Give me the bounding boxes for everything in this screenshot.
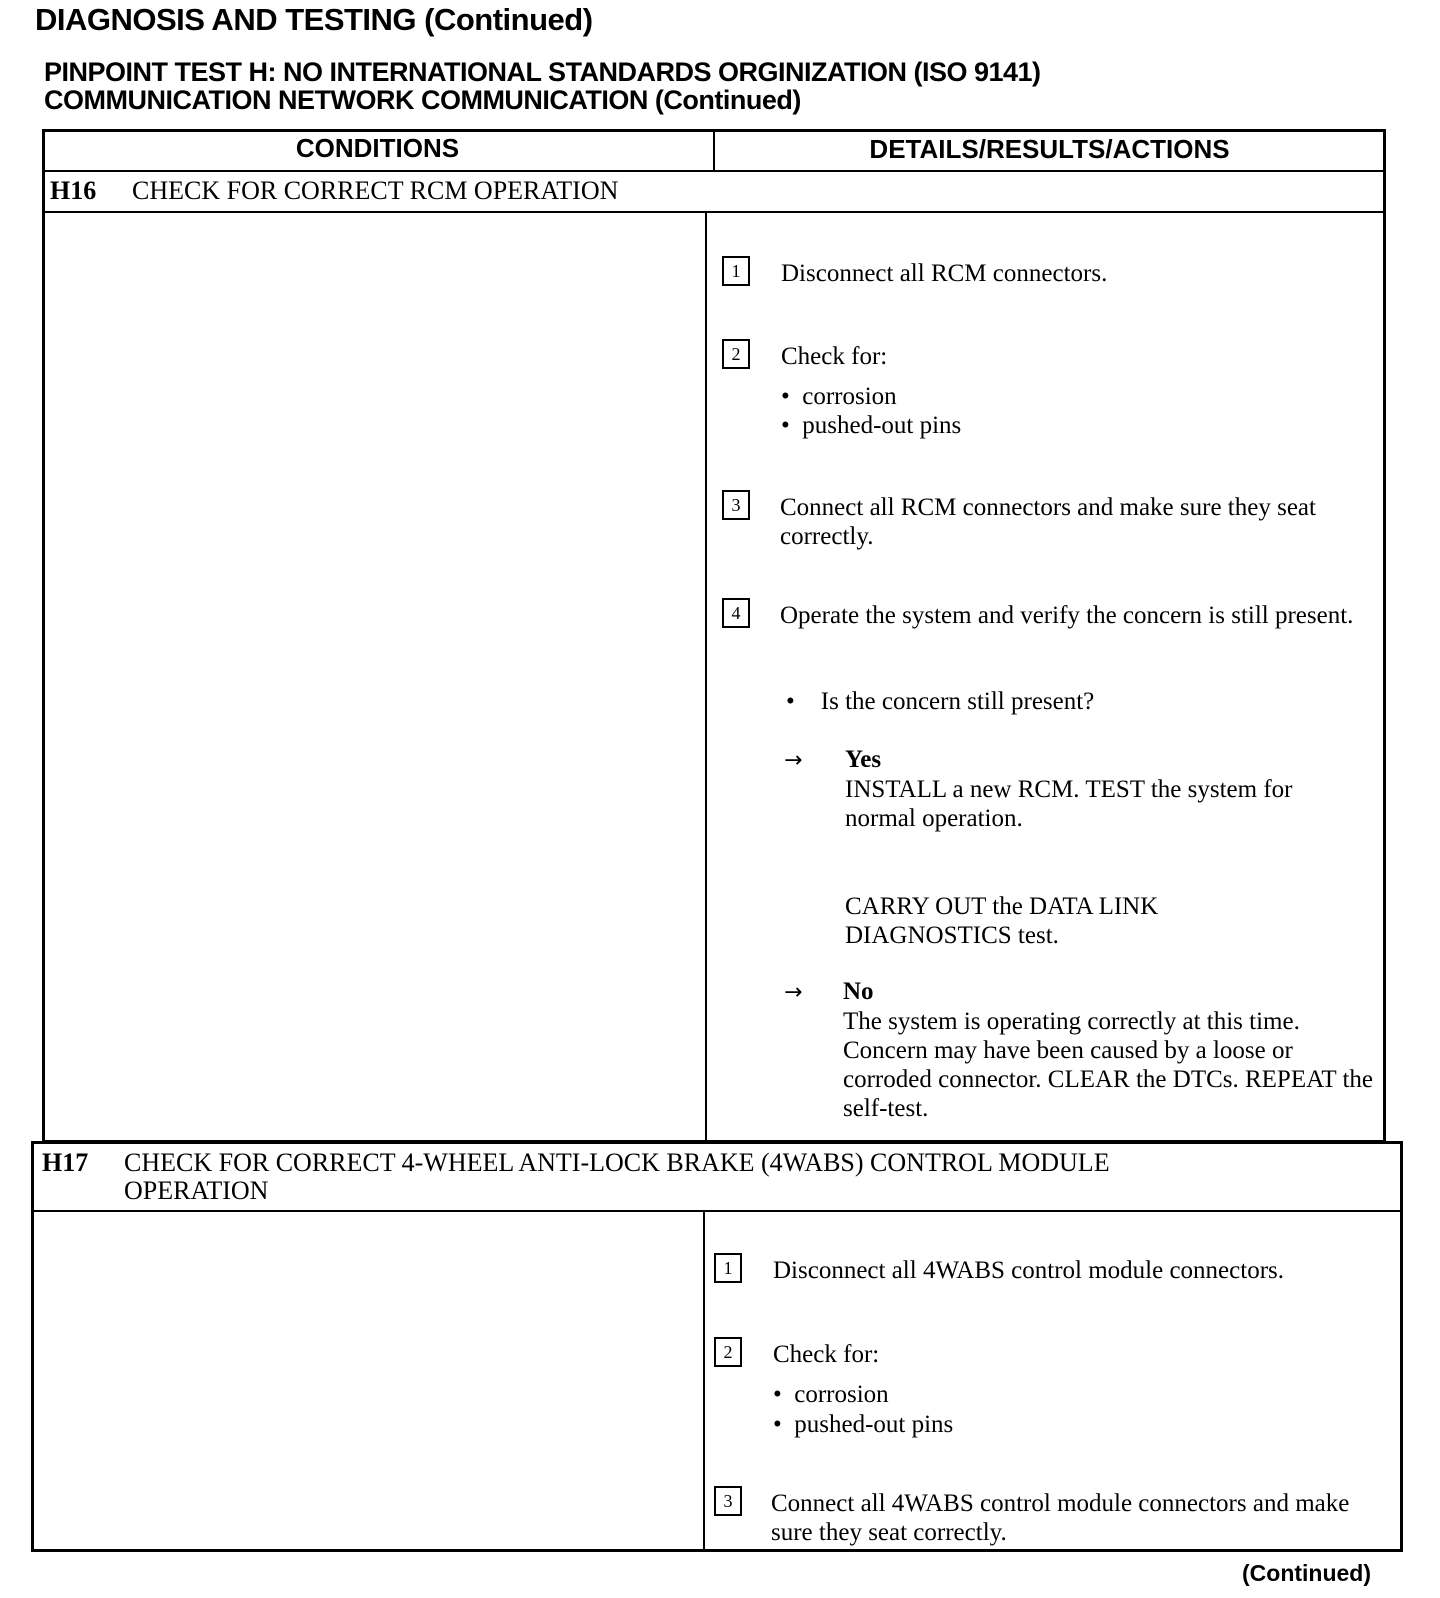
h16-title: CHECK FOR CORRECT RCM OPERATION [132, 176, 619, 205]
h16-check-item-2 [781, 411, 961, 441]
column-divider-h16 [705, 211, 707, 1141]
pinpoint-test-title-line1: PINPOINT TEST H: NO INTERNATIONAL STANDARDS ORGINIZATION (ISO 9141) [44, 57, 1041, 87]
h16-step-4-box: 4 [722, 598, 750, 628]
h17-step-1-text: Disconnect all 4WABS control module connectors. [773, 1257, 1284, 1284]
h17-title-divider [31, 1210, 1403, 1212]
h16-title-divider [42, 211, 1386, 213]
h17-step-2-box: 2 [714, 1337, 742, 1367]
column-header-divider [42, 170, 1386, 172]
h16-check-item-1-text: corrosion [802, 383, 897, 410]
h16-step-1-box: 1 [722, 256, 750, 286]
bullet-icon: • [773, 1411, 782, 1438]
conditions-column-header: CONDITIONS [295, 133, 460, 163]
h17-check-item-2-text: pushed-out pins [794, 1411, 954, 1438]
h16-step-1-text: Disconnect all RCM connectors. [781, 260, 1108, 287]
h17-title-line1: CHECK FOR CORRECT 4-WHEEL ANTI-LOCK BRAKE (4WABS) CONTROL MODULE [124, 1148, 1110, 1177]
h16-step-4-text: Operate the system and verify the concern is still present. [780, 602, 1354, 629]
h16-no-label: No [843, 978, 874, 1005]
bullet-icon: • [781, 412, 790, 439]
continued-label: (Continued) [1242, 1560, 1372, 1586]
h16-yes-text: INSTALL a new RCM. TEST the system for normal operation. [845, 776, 1293, 832]
h17-step-1-box: 1 [714, 1253, 742, 1283]
pinpoint-test-title-line2: COMMUNICATION NETWORK COMMUNICATION (Continued) [44, 85, 801, 115]
h17-check-item-1 [773, 1380, 889, 1410]
h16-step-2-box: 2 [722, 339, 750, 369]
details-column-header: DETAILS/RESULTS/ACTIONS [869, 134, 1230, 164]
h17-step-3-box: 3 [714, 1486, 742, 1516]
h17-step-3-text: Connect all 4WABS control module connectors and make sure they seat correctly. [771, 1490, 1350, 1546]
h16-step-2-text: Check for: [781, 343, 888, 370]
no-arrow-icon: → [784, 980, 803, 1005]
h16-check-item-2-text: pushed-out pins [802, 412, 962, 439]
h17-title-line2: OPERATION [124, 1176, 269, 1205]
h17-code: H17 [42, 1148, 89, 1177]
bullet-icon: • [781, 383, 790, 410]
h16-yes-text-2: CARRY OUT the DATA LINK DIAGNOSTICS test. [845, 893, 1159, 949]
yes-arrow-icon: → [784, 748, 803, 773]
h16-no-text: The system is operating correctly at this time. Concern may have been caused by a loose or corroded connector. CLEAR the DTCs. REPEAT the self-test. [843, 1008, 1374, 1122]
h17-step-header [42, 1148, 1110, 1205]
h16-step-3-text: Connect all RCM connectors and make sure they seat correctly. [780, 494, 1316, 550]
h16-step-3-box: 3 [722, 490, 750, 520]
bullet-icon: • [773, 1381, 782, 1408]
h17-check-item-1-text: corrosion [794, 1381, 889, 1408]
h16-code: H16 [50, 176, 97, 205]
h16-check-item-1 [781, 382, 897, 412]
column-divider-h17 [703, 1210, 705, 1550]
h16-question [786, 687, 1094, 717]
page-title: DIAGNOSIS AND TESTING (Continued) [35, 2, 593, 37]
h16-question-text: Is the concern still present? [820, 688, 1095, 715]
bullet-icon: • [786, 688, 795, 715]
h17-step-2-text: Check for: [773, 1341, 880, 1368]
h17-check-item-2 [773, 1410, 953, 1440]
pinpoint-test-title [44, 58, 1041, 114]
h16-yes-label: Yes [845, 746, 882, 773]
h16-step-header [50, 176, 619, 206]
